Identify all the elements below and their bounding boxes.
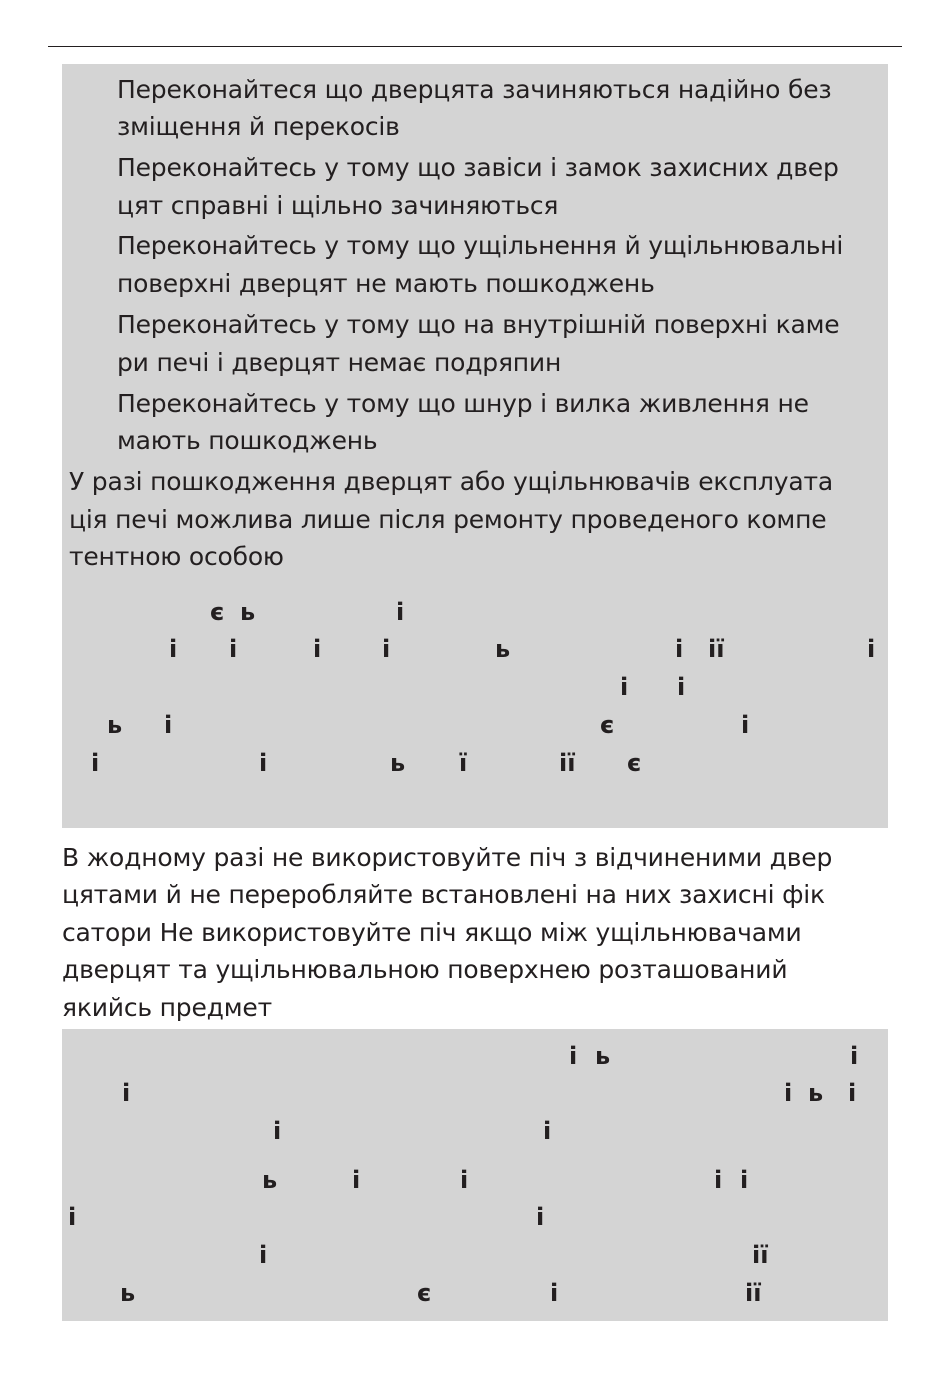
bold-fragment: ії — [559, 749, 576, 777]
bold-fragment: і — [677, 673, 686, 701]
bold-fragment: і — [460, 1166, 469, 1194]
bold-fragment: ь — [107, 711, 123, 739]
bold-fragment: і — [396, 598, 405, 626]
bold-fragment: і — [122, 1079, 131, 1107]
bold-fragment: і — [675, 635, 684, 663]
bullet-item-4-line1: Переконайтесь у тому що на внутрішній поверхні каме — [117, 310, 840, 339]
bold-fragment: і — [536, 1203, 545, 1231]
bold-fragment: і — [740, 1166, 749, 1194]
open-door-warning-line: якийсь предмет — [62, 993, 272, 1022]
bullet-item-5-line2: мають пошкоджень — [117, 426, 378, 455]
bold-fragment: і — [784, 1079, 793, 1107]
top-rule — [48, 46, 902, 47]
bold-fragment: і — [68, 1203, 77, 1231]
bullet-item-5-line1: Переконайтесь у тому що шнур і вилка живлення не — [117, 389, 809, 418]
safety-panel-2 — [62, 1029, 888, 1321]
bold-fragment: і — [259, 749, 268, 777]
bold-fragment: і — [867, 635, 876, 663]
bold-fragment: ь — [390, 749, 406, 777]
bullet-item-4-line2: ри печі і дверцят немає подряпин — [117, 348, 562, 377]
bold-fragment: ь — [120, 1279, 136, 1307]
bold-fragment: ї — [459, 749, 468, 777]
bold-fragment: і — [714, 1166, 723, 1194]
bold-fragment: ь — [240, 598, 256, 626]
bold-fragment: ь — [262, 1166, 278, 1194]
bullet-item-2-line1: Переконайтесь у тому що завіси і замок захисних двер — [117, 153, 839, 182]
door-damage-note-line: ція печі можлива лише після ремонту проведеного компе — [69, 505, 827, 534]
bold-fragment: є — [210, 598, 225, 626]
bold-fragment: ії — [745, 1279, 762, 1307]
bold-fragment: є — [600, 711, 615, 739]
bullet-item-3-line2: поверхні дверцят не мають пошкоджень — [117, 269, 655, 298]
door-damage-note-line: тентною особою — [69, 542, 284, 571]
bold-fragment: і — [313, 635, 322, 663]
bold-fragment: і — [273, 1117, 282, 1145]
bold-fragment: і — [550, 1279, 559, 1307]
bold-fragment: і — [229, 635, 238, 663]
bold-fragment: ь — [808, 1079, 824, 1107]
open-door-warning-line: дверцят та ущільнювальною поверхнею розташований — [62, 955, 788, 984]
bold-fragment: ь — [595, 1042, 611, 1070]
bold-fragment: ь — [495, 635, 511, 663]
bold-fragment: є — [627, 749, 642, 777]
bold-fragment: і — [382, 635, 391, 663]
bold-fragment: і — [169, 635, 178, 663]
bold-fragment: є — [417, 1279, 432, 1307]
bullet-item-3-line1: Переконайтесь у тому що ущільнення й ущільнювальні — [117, 231, 844, 260]
bold-fragment: і — [164, 711, 173, 739]
bullet-item-1-line2: зміщення й перекосів — [117, 112, 400, 141]
bullet-item-2-line2: цят справні і щільно зачиняються — [117, 191, 559, 220]
door-damage-note-line: У разі пошкодження дверцят або ущільнювачів експлуата — [69, 467, 833, 496]
bold-fragment: і — [741, 711, 750, 739]
bold-fragment: і — [569, 1042, 578, 1070]
open-door-warning-line: цятами й не переробляйте встановлені на них захисні фік — [62, 880, 825, 909]
bold-fragment: і — [543, 1117, 552, 1145]
bold-fragment: і — [259, 1241, 268, 1269]
bold-fragment: ії — [708, 635, 725, 663]
bold-fragment: і — [850, 1042, 859, 1070]
bullet-item-1-line1: Переконайтеся що дверцята зачиняються надійно без — [117, 75, 832, 104]
bold-fragment: і — [620, 673, 629, 701]
bold-fragment: і — [848, 1079, 857, 1107]
bold-fragment: і — [352, 1166, 361, 1194]
bold-fragment: ії — [752, 1241, 769, 1269]
bold-fragment: і — [91, 749, 100, 777]
open-door-warning-line: сатори Не використовуйте піч якщо між ущільнювачами — [62, 918, 802, 947]
open-door-warning-line: В жодному разі не використовуйте піч з відчиненими двер — [62, 843, 833, 872]
